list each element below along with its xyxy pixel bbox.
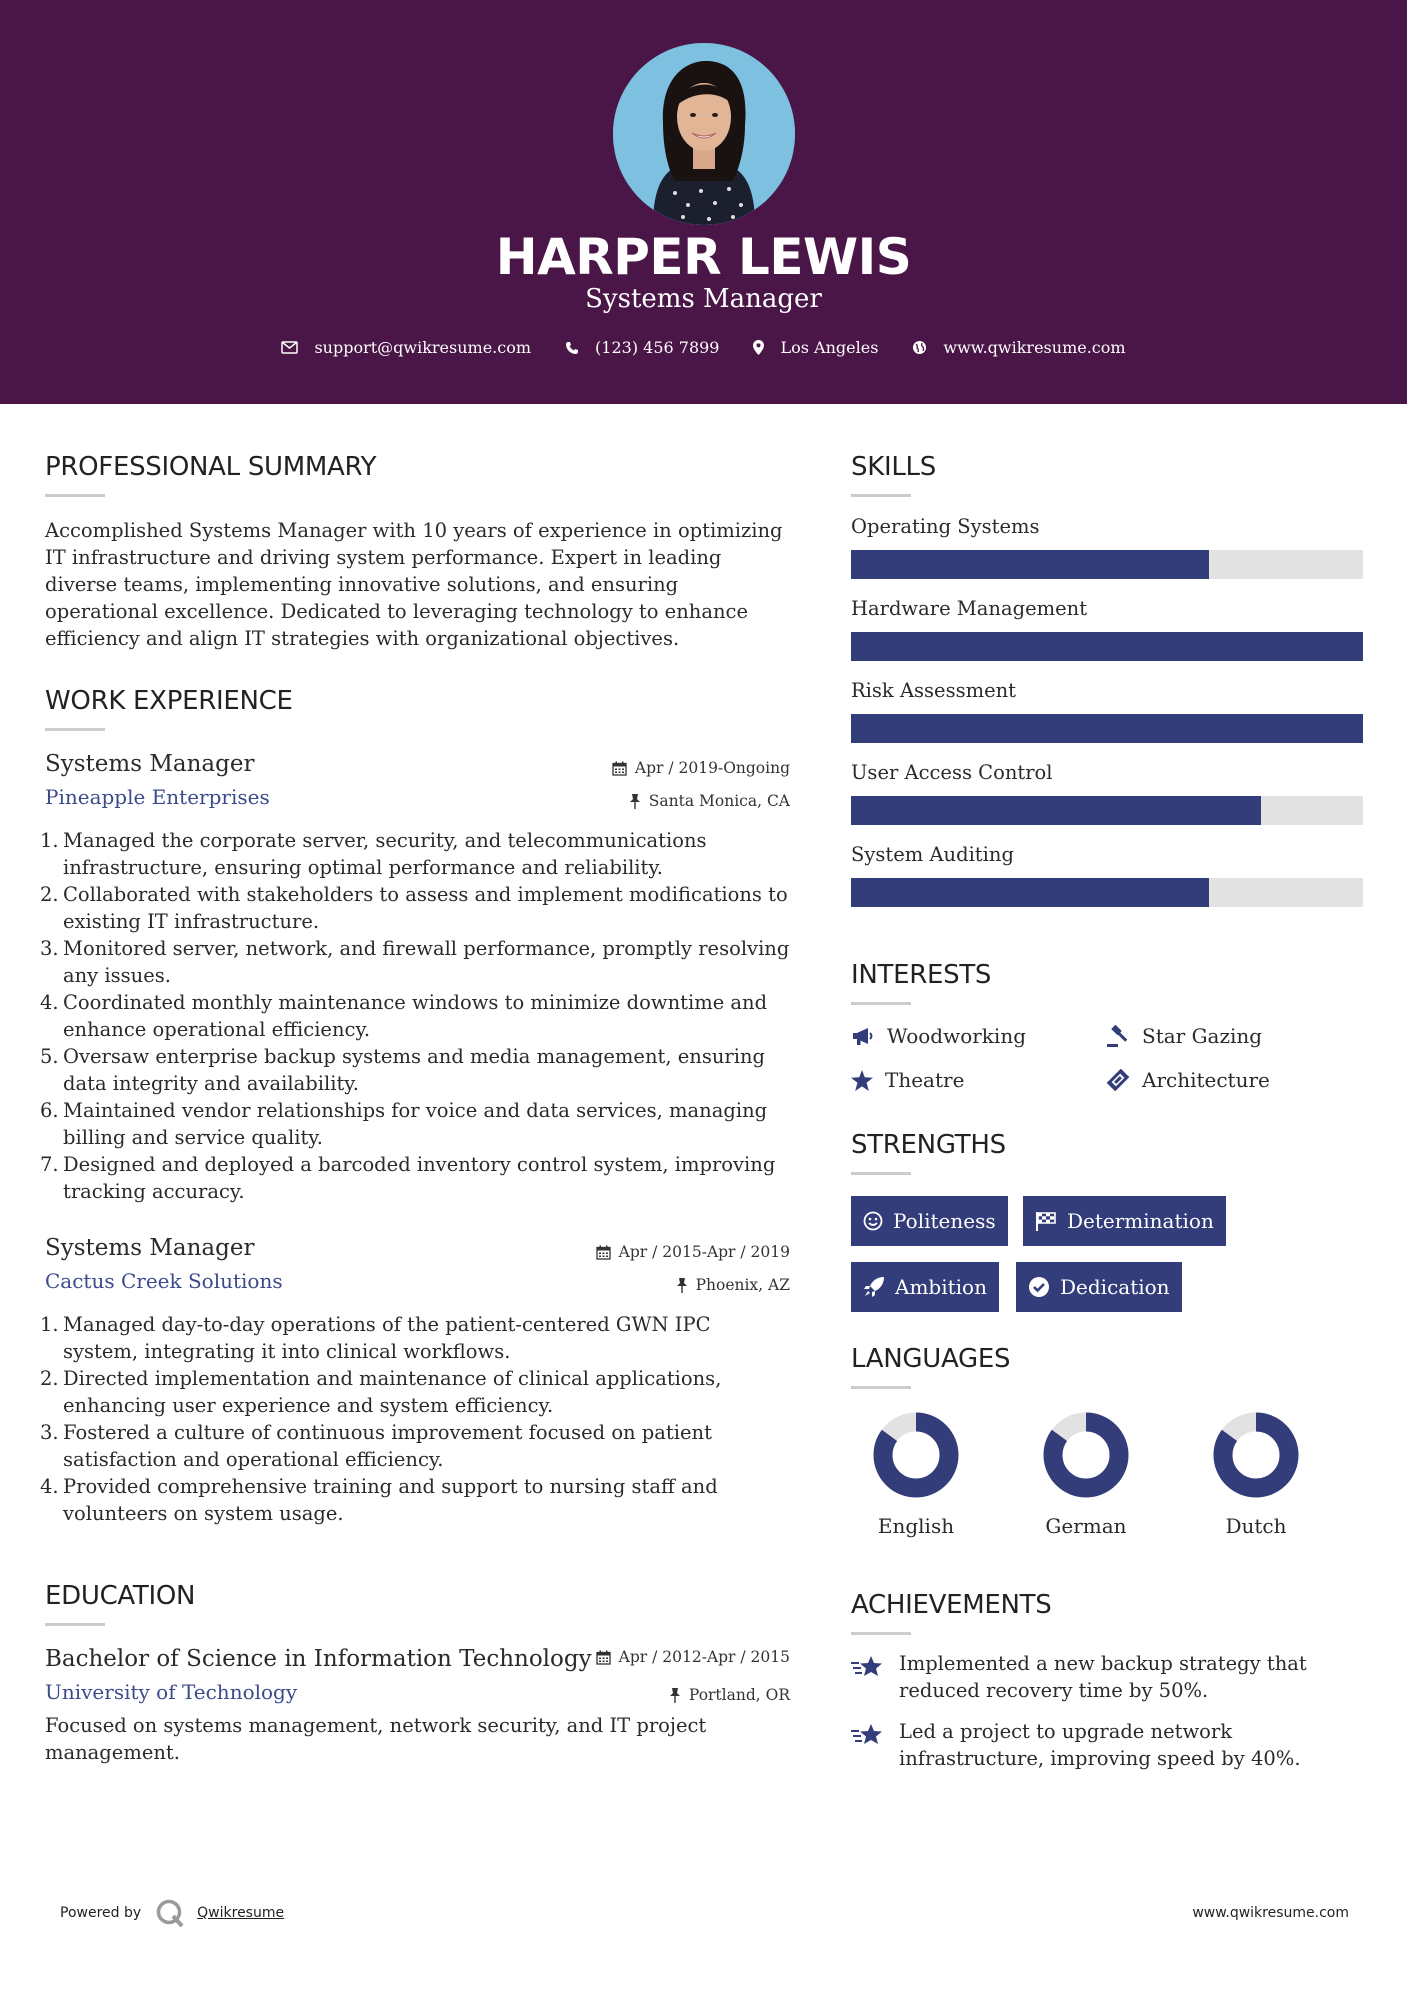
achievements-section [851, 1590, 1363, 1790]
right-column [851, 452, 1363, 1770]
section-divider [851, 1632, 911, 1635]
job-bullets [40, 1311, 790, 1527]
language-donut [1191, 1410, 1321, 1500]
section-divider [851, 1172, 911, 1175]
summary-text: Accomplished Systems Manager with 10 years of experience in optimizing IT infrastructure and driving system performance. Expert in leading diverse teams, implementing innovative solutions, and ensuring operational excellence. Dedicated to leveraging technology to enhance efficiency and align IT strategies with organizational objectives. [45, 519, 783, 650]
skill-bar [851, 550, 1363, 579]
globe-icon [912, 340, 927, 355]
pushpin-icon [676, 1278, 688, 1293]
shooting-star-icon [851, 1652, 885, 1680]
summary-heading: PROFESSIONAL SUMMARY [45, 452, 377, 482]
qwikresume-logo-icon [155, 1898, 185, 1928]
skill-label: Risk Assessment [851, 679, 1017, 702]
ticket-icon [1106, 1069, 1130, 1091]
interests-heading: INTERESTS [851, 960, 992, 990]
skill-bar-fill [851, 632, 1363, 661]
skill-label: System Auditing [851, 843, 1014, 866]
section-divider [851, 1002, 911, 1005]
list-item: 6. Maintained vendor relationships for voice and data services, managing billing and service quality. [40, 1099, 768, 1149]
list-item: 4. Provided comprehensive training and support to nursing staff and volunteers on system usage. [40, 1475, 718, 1525]
education-location: Portland, OR [669, 1686, 790, 1704]
section-divider [851, 494, 911, 497]
strength-badge: Politeness [851, 1196, 1008, 1246]
skill-bar [851, 632, 1363, 661]
skill-bar [851, 714, 1363, 743]
job-dates: Apr / 2015-Apr / 2019 [596, 1243, 790, 1261]
skills-heading: SKILLS [851, 452, 936, 482]
location-text: Los Angeles [780, 338, 879, 357]
footer-website[interactable]: www.qwikresume.com [1192, 1905, 1349, 1921]
school-name: University of Technology [45, 1680, 298, 1704]
skill-bar [851, 878, 1363, 907]
rocket-icon [863, 1276, 885, 1298]
education-description: Focused on systems management, network security, and IT project management. [45, 1714, 707, 1764]
contact-bar [0, 338, 1407, 357]
contact-phone[interactable] [565, 338, 719, 357]
pushpin-icon [629, 794, 641, 809]
job-dates: Apr / 2019-Ongoing [612, 759, 790, 777]
calendar-icon [596, 1650, 611, 1665]
achievement-item: Implemented a new backup strategy that reduced recovery time by 50%. [851, 1650, 1363, 1704]
list-item: 1. Managed day-to-day operations of the patient-centered GWN IPC system, integrating it into clinical workflows. [40, 1313, 711, 1363]
language-item [851, 1410, 981, 1538]
interest-item: Theatre [851, 1068, 964, 1092]
interests-section [851, 960, 1363, 1090]
education-dates: Apr / 2012-Apr / 2015 [596, 1648, 790, 1666]
skill-item [851, 679, 1363, 743]
strengths-heading: STRENGTHS [851, 1130, 1006, 1160]
shooting-star-icon [851, 1720, 885, 1748]
list-item: 1. Managed the corporate server, security, and telecommunications infrastructure, ensuring optimal performance and reliability. [40, 829, 707, 879]
language-donut [1021, 1410, 1151, 1500]
list-item: 7. Designed and deployed a barcoded inventory control system, improving tracking accuracy. [40, 1153, 776, 1203]
language-label: English [877, 1514, 955, 1538]
envelope-icon [281, 341, 298, 354]
smile-icon [863, 1211, 883, 1231]
flag-icon [1035, 1211, 1057, 1231]
skill-bar-fill [851, 796, 1261, 825]
languages-section [851, 1344, 1363, 1544]
list-item: 5. Oversaw enterprise backup systems and media management, ensuring data integrity and availability. [40, 1045, 766, 1095]
powered-by-text: Powered by [60, 1905, 142, 1921]
language-label: Dutch [1225, 1514, 1287, 1538]
contact-website[interactable] [912, 338, 1125, 357]
star-icon [851, 1070, 873, 1091]
job-title: Systems Manager [45, 1235, 255, 1261]
phone-text: (123) 456 7899 [595, 338, 720, 357]
language-label: German [1045, 1514, 1127, 1538]
language-donut [851, 1410, 981, 1500]
pushpin-icon [669, 1688, 681, 1703]
skill-item [851, 761, 1363, 825]
strength-badge: Ambition [851, 1262, 999, 1312]
education-entry [45, 1646, 790, 1766]
experience-section [40, 686, 790, 1527]
list-item: 2. Directed implementation and maintenance of clinical applications, enhancing user experience and system efficiency. [40, 1367, 722, 1417]
skills-list [851, 515, 1363, 907]
list-item: 4. Coordinated monthly maintenance windows to minimize downtime and enhance operational efficiency. [40, 991, 768, 1041]
skill-item [851, 515, 1363, 579]
job-location: Phoenix, AZ [676, 1276, 790, 1294]
megaphone-icon [851, 1026, 875, 1046]
experience-heading: WORK EXPERIENCE [45, 686, 293, 716]
achievements-heading: ACHIEVEMENTS [851, 1590, 1052, 1620]
section-divider [45, 494, 105, 497]
map-pin-icon [753, 340, 764, 355]
interest-item: Star Gazing [1106, 1024, 1262, 1048]
skill-item [851, 597, 1363, 661]
calendar-icon [596, 1245, 611, 1260]
candidate-title: Systems Manager [585, 284, 822, 314]
strength-badge: Dedication [1016, 1262, 1182, 1312]
phone-icon [565, 341, 579, 355]
skill-bar-fill [851, 714, 1363, 743]
company-name: Pineapple Enterprises [45, 785, 270, 809]
gavel-icon [1106, 1025, 1130, 1047]
language-item [1021, 1410, 1151, 1538]
section-divider [45, 1623, 105, 1626]
list-item: 2. Collaborated with stakeholders to assess and implement modifications to existing IT infrastructure. [40, 883, 788, 933]
list-item: 3. Monitored server, network, and firewall performance, promptly resolving any issues. [40, 937, 790, 987]
summary-section [45, 452, 790, 652]
job-entry [40, 1235, 790, 1527]
strengths-section [851, 1130, 1363, 1320]
skills-section [851, 452, 1363, 907]
skill-bar-fill [851, 878, 1209, 907]
list-item: 3. Fostered a culture of continuous improvement focused on patient satisfaction and operational efficiency. [40, 1421, 712, 1471]
resume-header [0, 0, 1407, 404]
job-location: Santa Monica, CA [629, 792, 790, 810]
footer-powered-by [60, 1898, 284, 1928]
contact-email[interactable] [281, 338, 531, 357]
calendar-icon [612, 761, 627, 776]
degree-title: Bachelor of Science in Information Technology [45, 1646, 592, 1672]
skill-item [851, 843, 1363, 907]
language-item [1191, 1410, 1321, 1538]
website-text: www.qwikresume.com [943, 338, 1126, 357]
qwikresume-link[interactable]: Qwikresume [197, 1905, 285, 1921]
company-name: Cactus Creek Solutions [45, 1269, 283, 1293]
education-section [45, 1581, 790, 1766]
job-bullets [40, 827, 790, 1205]
email-text: support@qwikresume.com [314, 338, 532, 357]
skill-label: Hardware Management [851, 597, 1088, 620]
education-heading: EDUCATION [45, 1581, 196, 1611]
job-entry [40, 751, 790, 1205]
candidate-name: HARPER LEWIS [495, 228, 912, 286]
interest-item: Woodworking [851, 1024, 1026, 1048]
skill-bar [851, 796, 1363, 825]
left-column [40, 452, 790, 1766]
profile-photo [613, 43, 795, 225]
strength-badge: Determination [1023, 1196, 1226, 1246]
section-divider [45, 728, 105, 731]
languages-heading: LANGUAGES [851, 1344, 1011, 1374]
job-title: Systems Manager [45, 751, 255, 777]
contact-location [753, 338, 878, 357]
achievement-item: Led a project to upgrade network infrastructure, improving speed by 40%. [851, 1718, 1363, 1772]
interest-item: Architecture [1106, 1068, 1270, 1092]
skill-bar-fill [851, 550, 1209, 579]
skill-label: Operating Systems [851, 515, 1040, 538]
check-circle-icon [1028, 1276, 1050, 1298]
section-divider [851, 1386, 911, 1389]
skill-label: User Access Control [851, 761, 1053, 784]
